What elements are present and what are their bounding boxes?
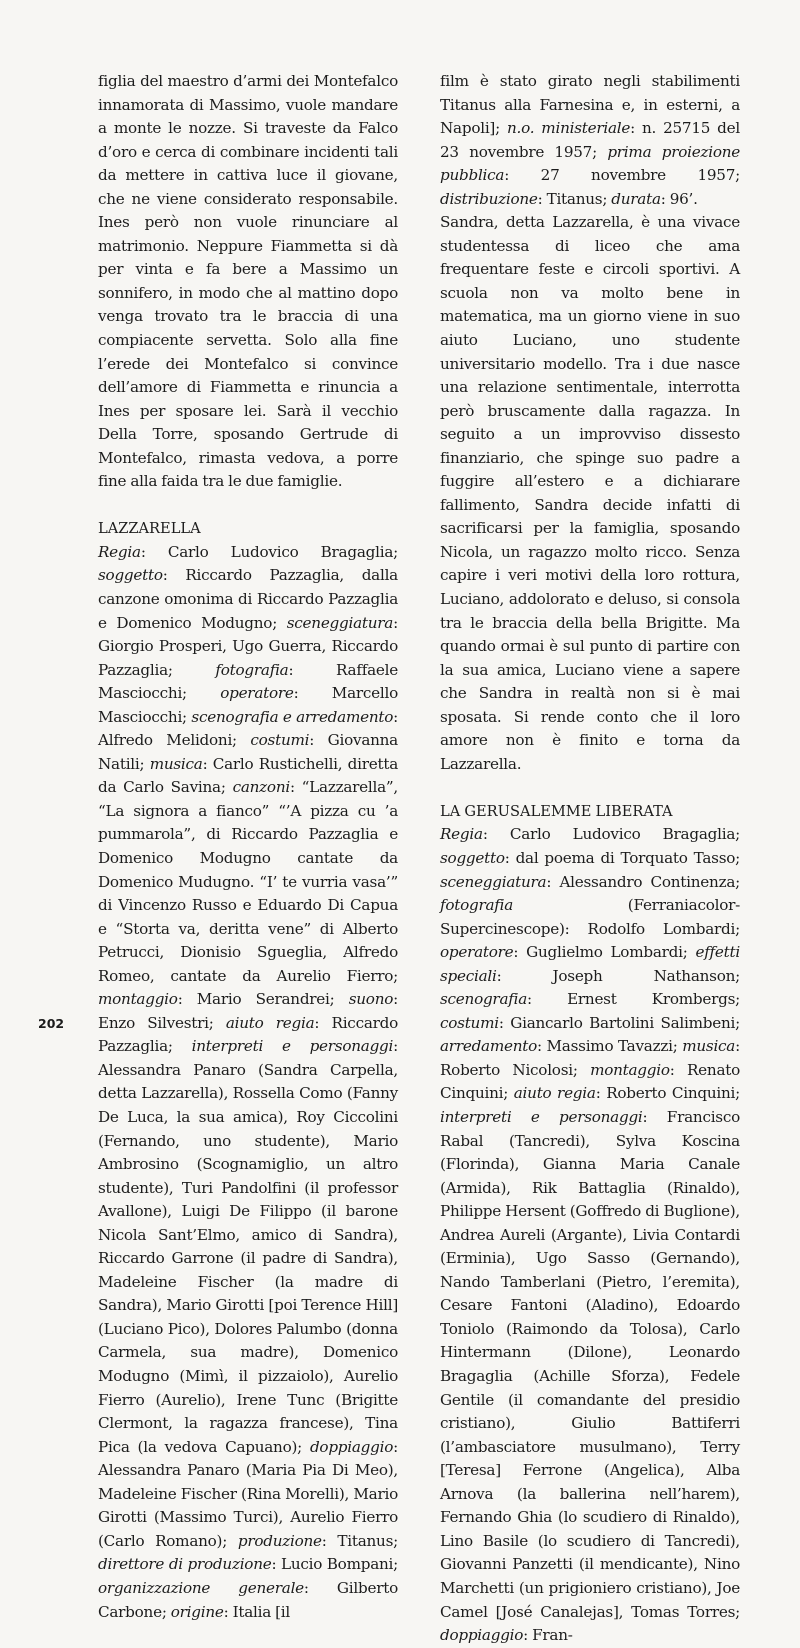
credit-role-label: doppiaggio: [309, 1437, 394, 1456]
credit-role-label: arredamento: [440, 1037, 538, 1056]
credit-text: : Raffaele Masciocchi;: [98, 660, 398, 703]
credit-text: : Giancarlo Bartolini Salimbeni;: [498, 1013, 740, 1032]
credit-role-label: doppiaggio: [440, 1626, 524, 1645]
credit-text: film è stato girato negli stabilimenti Titanus alla Farnesina e, in esterni, a Napoli];: [440, 72, 740, 138]
credit-text: : Ernest Krombergs;: [527, 990, 740, 1009]
credit-role-label: aiuto regia: [225, 1013, 315, 1032]
credit-text: : Joseph Nathanson;: [496, 966, 740, 985]
credit-role-label: scenografia: [440, 990, 528, 1009]
credit-role-label: prima proiezione pubblica: [440, 142, 740, 185]
credit-text: : Carlo Ludovico Bragaglia;: [482, 825, 740, 844]
credit-role-label: fotografia: [215, 660, 289, 679]
credit-text: : 96’.: [660, 189, 698, 208]
credit-text: : Alessandra Panaro (Maria Pia Di Meo), Madeleine Fischer (Rina Morelli), Mario Girotti (Massimo Turci), Aurelio Fierro (Carlo Romano);: [98, 1437, 398, 1550]
credit-text: : Francisco Rabal (Tancredi), Sylva Koscina (Florinda), Gianna Maria Canale (Armida), Rik Battaglia (Rinaldo), Philippe Hersent (Goffredo di Buglione), Andrea Aureli (Argante), Livia Contardi (Erminia), Ugo Sasso (Gernando), Nando Tamberlani (Pietro, l’eremita), Cesare Fantoni (Aladino), Edoardo Toniolo (Raimondo da Tolosa), Carlo Hintermann (Dilone), Leonardo Bragaglia (Achille Sforza), Fedele Gentile (il comandante del presidio cristiano), Giulio Battiferri (l’ambasciatore musulmano), Terry [Teresa] Ferrone (Angelica), Alba Arnova (la ballerina nell’harem), Fernando Ghia (lo scudiero di Rinaldo), Lino Basile (lo scudiero di Tancredi), Giovanni Panzetti (il mendicante), Nino Marchetti (un prigioniero cristiano), Joe Camel [José Canalejas], Tomas Torres;: [440, 1108, 740, 1621]
credit-role-label: origine: [170, 1602, 224, 1621]
credit-role-label: sceneggiatura: [286, 613, 394, 632]
credit-text: : Fran-: [523, 1626, 573, 1645]
credit-text: : 27 novembre 1957;: [504, 166, 740, 185]
credit-role-label: scenografia e arredamento: [191, 707, 394, 726]
credit-role-label: sceneggiatura: [440, 872, 547, 891]
credit-role-label: effetti speciali: [440, 943, 740, 985]
credit-role-label: aiuto regia: [513, 1084, 596, 1103]
credit-role-label: montaggio: [590, 1060, 670, 1079]
credit-role-label: musica: [149, 754, 203, 773]
previous-film-synopsis-end: figlia del maestro d’armi dei Montefalco innamorata di Massimo, vuole mandare a monte le nozze. Si traveste da Falco d’oro e cerca di combinare incidenti tali da mettere in cattiva luce il giovane, che ne viene considerato responsabile. Ines però non vuole rinunciare al matrimonio. Neppure Fiammetta si dà per vinta e fa bere a Massimo un sonnifero, in modo che al mattino dopo venga trovato tra le braccia di una compiacente servetta. Solo alla fine l’erede dei Montefalco si convince dell’amore di Fiammetta e rinuncia a Ines per sposare lei. Sarà il vecchio Della Torre, sposando Gertrude di Montefalco, rimasta vedova, a porre fine alla faida tra le due famiglie.: [98, 72, 398, 491]
credit-role-label: distribuzione: [440, 189, 538, 208]
page-number: 202: [38, 1016, 65, 1031]
credit-role-label: suono: [348, 990, 394, 1009]
credit-role-label: canzoni: [232, 778, 290, 797]
lazzarella-credits-continued: [440, 70, 740, 211]
credit-text: (Ferraniacolor-Supercinescope): Rodolfo Lombardi;: [440, 896, 740, 938]
gerusalemme-credits: [440, 823, 740, 1647]
credit-text: : Enzo Silvestri;: [98, 990, 398, 1032]
credit-text: : Marcello Masciocchi;: [98, 684, 398, 726]
credit-text: : Lucio Bompani;: [271, 1555, 399, 1574]
credit-text: : Guglielmo Lombardi;: [513, 943, 696, 962]
credit-text: : Alessandro Continenza;: [546, 872, 740, 891]
credit-role-label: direttore di produzione: [98, 1555, 272, 1574]
credit-role-label: organizzazione generale: [98, 1578, 304, 1597]
credit-text: : Carlo Rustichelli, diretta da Carlo Savina;: [98, 754, 398, 797]
credit-text: : Renato Cinquini;: [440, 1060, 740, 1103]
credit-text: : Riccardo Pazzaglia;: [98, 1013, 398, 1056]
credit-text: : Gilberto Carbone;: [98, 1578, 398, 1621]
credit-role-label: soggetto: [98, 566, 163, 585]
credit-text: : n. 25715 del 23 novembre 1957;: [440, 119, 740, 161]
credit-role-label: durata: [611, 189, 661, 208]
credit-role-label: costumi: [440, 1013, 499, 1032]
left-column: [98, 70, 398, 1624]
lazzarella-credits: [98, 541, 398, 1624]
credit-role-label: interpreti e personaggi: [440, 1108, 643, 1127]
credit-text: : Titanus;: [537, 189, 612, 208]
lazzarella-synopsis: Sandra, detta Lazzarella, è una vivace studentessa di liceo che ama frequentare feste e circoli sportivi. A scuola non va molto bene in matematica, ma un giorno viene in suo aiuto Luciano, uno studente universitario modello. Tra i due nasce una relazione sentimentale, interrotta però bruscamente dalla ragazza. In seguito a un improvviso dissesto finanziario, che spinge suo padre a fuggire all’estero e a dichiarare fallimento, Sandra decide infatti di sacrificarsi per la famiglia, sposando Nicola, un ragazzo molto ricco. Senza capire i veri motivi della loro rottura, Luciano, addolorato e deluso, si consola tra le braccia della bella Brigitte. Ma quando ormai è sul punto di partire con la sua amica, Luciano viene a sapere che Sandra in realtà non si è mai sposata. Si rende conto che il loro amore non è finito e torna da Lazzarella.: [440, 213, 740, 773]
credit-role-label: interpreti e personaggi: [191, 1037, 394, 1056]
credit-text: : Riccardo Pazzaglia, dalla canzone omonima di Riccardo Pazzaglia e Domenico Modugno;: [98, 566, 398, 632]
credit-role-label: musica: [682, 1037, 736, 1056]
credit-text: : dal poema di Torquato Tasso;: [504, 849, 740, 867]
credit-text: : Mario Serandrei;: [177, 990, 349, 1009]
credit-text: : Roberto Cinquini;: [595, 1084, 740, 1103]
credit-role-label: soggetto: [440, 849, 505, 867]
credit-text: : Italia [il: [223, 1602, 290, 1621]
credit-text: : Carlo Ludovico Bragaglia;: [140, 542, 398, 561]
credit-text: : Giorgio Prosperi, Ugo Guerra, Riccardo Pazzaglia;: [98, 613, 398, 679]
credit-role-label: n.o. ministeriale: [506, 119, 631, 138]
right-column: [440, 70, 740, 1648]
credit-role-label: produzione: [237, 1531, 322, 1550]
credit-role-label: operatore: [440, 943, 514, 962]
credit-text: : Alfredo Melidoni;: [98, 707, 398, 750]
credit-role-label: Regia: [440, 825, 483, 844]
film-title-gerusalemme-liberata: LA GERUSALEMME LIBERATA: [440, 802, 673, 820]
film-title-lazzarella: LAZZARELLA: [98, 520, 201, 538]
credit-text: : Massimo Tavazzi;: [537, 1037, 683, 1056]
credit-role-label: montaggio: [98, 990, 178, 1009]
credit-text: : Alessandra Panaro (Sandra Carpella, detta Lazzarella), Rossella Como (Fanny De Luca, la sua amica), Roy Ciccolini (Fernando, uno studente), Mario Ambrosino (Scognamiglio, un altro studente), Turi Pandolfini (il professor Avallone), Luigi De Filippo (il barone Nicola Sant’Elmo, amico di Sandra), Riccardo Garrone (il padre di Sandra), Madeleine Fischer (la madre di Sandra), Mario Girotti [poi Terence Hill] (Luciano Pico), Dolores Palumbo (donna Carmela, sua madre), Domenico Modugno (Mimì, il pizzaiolo), Aurelio Fierro (Aurelio), Irene Tunc (Brigitte Clermont, la ragazza francese), Tina Pica (la vedova Capuano);: [98, 1037, 399, 1456]
credit-role-label: costumi: [250, 731, 310, 750]
credit-text: : Roberto Nicolosi;: [440, 1037, 740, 1079]
credit-role-label: operatore: [220, 684, 294, 703]
credit-text: : “Lazzarella”, “La signora a fianco” “’A pizza cu ’a pummarola”, di Riccardo Pazzaglia e Domenico Modugno cantate da Domenico Mudugno. “I’ te vurria vasa’” di Vincenzo Russo e Eduardo Di Capua e “Storta va, deritta vene” di Alberto Petrucci, Dionisio Sgueglia, Alfredo Romeo, cantate da Aurelio Fierro;: [98, 778, 398, 985]
credit-role-label: fotografia: [440, 896, 514, 915]
credit-text: : Giovanna Natili;: [98, 731, 398, 773]
credit-role-label: Regia: [98, 542, 141, 561]
credit-text: : Titanus;: [321, 1531, 398, 1550]
